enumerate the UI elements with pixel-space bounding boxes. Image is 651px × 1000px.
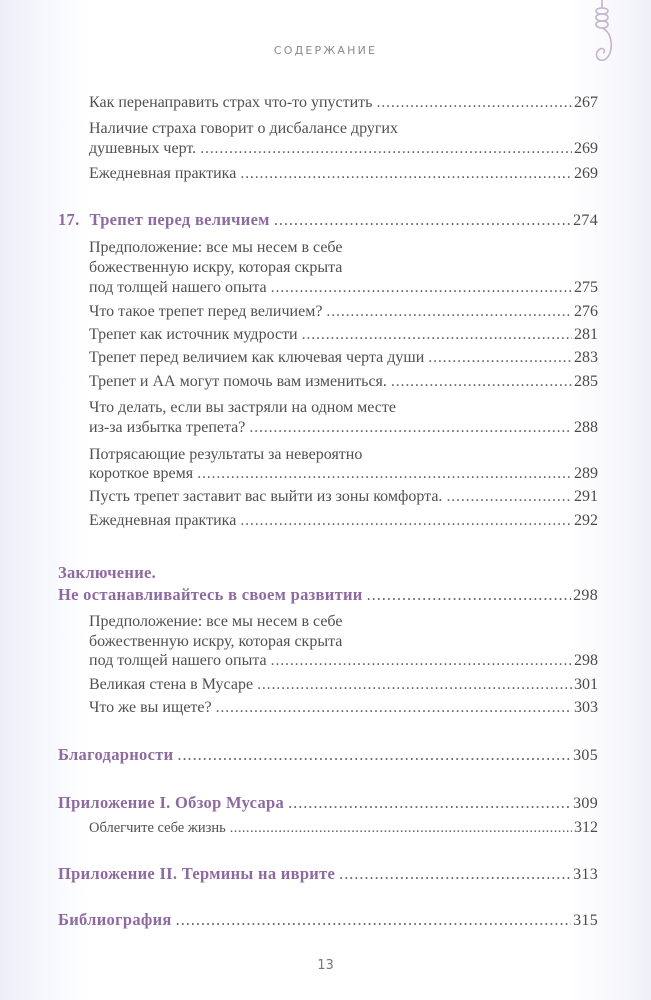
- dot-leader: [446, 487, 572, 507]
- toc-entry[interactable]: под толщей нашего опыта . . . 275: [89, 278, 598, 298]
- toc-entry[interactable]: Трепет как источник мудрости . . . 281: [89, 325, 598, 345]
- toc-entry[interactable]: Облегчите себе жизнь . . . 312: [89, 818, 598, 838]
- toc-entry-line: Наличие страха говорит о дисбалансе других: [89, 120, 398, 137]
- page-number: 274: [573, 212, 598, 229]
- toc-entry[interactable]: под толщей нашего опыта . . . 298: [89, 651, 598, 671]
- running-head-title: СОДЕРЖАНИЕ: [273, 44, 378, 57]
- page-number: 298: [574, 652, 598, 669]
- toc-chapter-17[interactable]: [58, 210, 598, 231]
- page-number: 313: [573, 866, 598, 883]
- page-number: 288: [574, 419, 598, 436]
- dot-leader: [230, 818, 572, 838]
- toc-appendix-1[interactable]: Приложение I. Обзор Мусара . . . 309: [58, 793, 598, 814]
- dot-leader: [288, 793, 571, 813]
- dot-leader: [271, 651, 572, 671]
- page-number: 292: [574, 512, 598, 529]
- toc-entry-line: Потрясающие результаты за невероятно: [89, 446, 363, 463]
- page-number: 303: [574, 699, 598, 716]
- conclusion-title-line: Заключение.: [58, 563, 157, 582]
- toc-entry[interactable]: Ежедневная практика . . . 269: [89, 164, 598, 184]
- dot-leader: [367, 585, 572, 605]
- dot-leader: [216, 698, 572, 718]
- page-number: 276: [574, 303, 598, 320]
- toc-entry-line: Предположение: все мы несем в себе: [89, 613, 343, 630]
- dot-leader: [302, 325, 572, 345]
- page-number: 285: [574, 373, 598, 390]
- toc-entry[interactable]: Трепет перед величием как ключевая черта души . . . 283: [89, 348, 598, 368]
- dot-leader: [257, 675, 572, 695]
- page-number: 269: [574, 140, 598, 157]
- dot-leader: [274, 210, 571, 230]
- page-number: 267: [574, 94, 598, 111]
- page-number: 312: [574, 819, 598, 836]
- toc-entry-line: Предположение: все мы несем в себе: [89, 239, 343, 256]
- page-number: 275: [574, 279, 598, 296]
- page-folio: 13: [317, 958, 334, 973]
- dot-leader: [428, 348, 572, 368]
- toc-entry[interactable]: из-за избытка трепета? . . . 288: [89, 418, 598, 438]
- toc-entry[interactable]: Пусть трепет заставит вас выйти из зоны комфорта. . . . 291: [89, 487, 598, 507]
- page-number: 309: [573, 795, 598, 812]
- page-number: 269: [574, 165, 598, 182]
- dot-leader: [240, 164, 572, 184]
- dot-leader: [391, 372, 572, 392]
- page-number: 315: [573, 912, 598, 929]
- toc-entry-line: божественную искру, которая скрыта: [89, 259, 343, 276]
- page-number: 281: [574, 326, 598, 343]
- dot-leader: [271, 278, 572, 298]
- chapter-number: 17.: [58, 210, 80, 229]
- toc-appendix-2[interactable]: Приложение II. Термины на иврите . . . 313: [58, 864, 598, 885]
- dot-leader: [200, 139, 572, 159]
- toc-entry[interactable]: Трепет и АА могут помочь вам измениться. . . . 285: [89, 372, 598, 392]
- toc-conclusion[interactable]: Не останавливайтесь в своем развитии . . . 298: [58, 585, 598, 606]
- toc-acknowledgements[interactable]: Благодарности . . . 305: [58, 745, 598, 766]
- page-number: 301: [574, 676, 598, 693]
- page-number: 291: [574, 488, 598, 505]
- dot-leader: [249, 418, 572, 438]
- toc-entry[interactable]: Что такое трепет перед величием? . . . 276: [89, 302, 598, 322]
- chapter-title: Трепет перед величием: [89, 210, 270, 229]
- dot-leader: [326, 302, 572, 322]
- page-number: 305: [573, 747, 598, 764]
- swirl-ornament-icon: [590, 0, 620, 68]
- page-number: 283: [574, 349, 598, 366]
- page-number: 298: [573, 587, 598, 604]
- toc-entry-line: божественную искру, которая скрыта: [89, 633, 343, 650]
- dot-leader: [176, 910, 571, 930]
- toc-entry[interactable]: Великая стена в Мусаре . . . 301: [89, 675, 598, 695]
- toc-entry-line: Что делать, если вы застряли на одном месте: [89, 399, 396, 416]
- dot-leader: [240, 511, 572, 531]
- dot-leader: [376, 93, 572, 113]
- dot-leader: [177, 745, 571, 765]
- dot-leader: [197, 464, 572, 484]
- toc-entry[interactable]: Как перенаправить страх что-то упустить . . . 267: [89, 93, 598, 113]
- toc-entry[interactable]: Ежедневная практика . . . 292: [89, 511, 598, 531]
- dot-leader: [339, 864, 571, 884]
- toc-entry[interactable]: Что же вы ищете? . . . 303: [89, 698, 598, 718]
- toc-entry[interactable]: короткое время . . . 289: [89, 464, 598, 484]
- toc-bibliography[interactable]: Библиография . . . 315: [58, 910, 598, 931]
- toc-entry[interactable]: душевных черт. . . . 269: [89, 139, 598, 159]
- page-number: 289: [574, 465, 598, 482]
